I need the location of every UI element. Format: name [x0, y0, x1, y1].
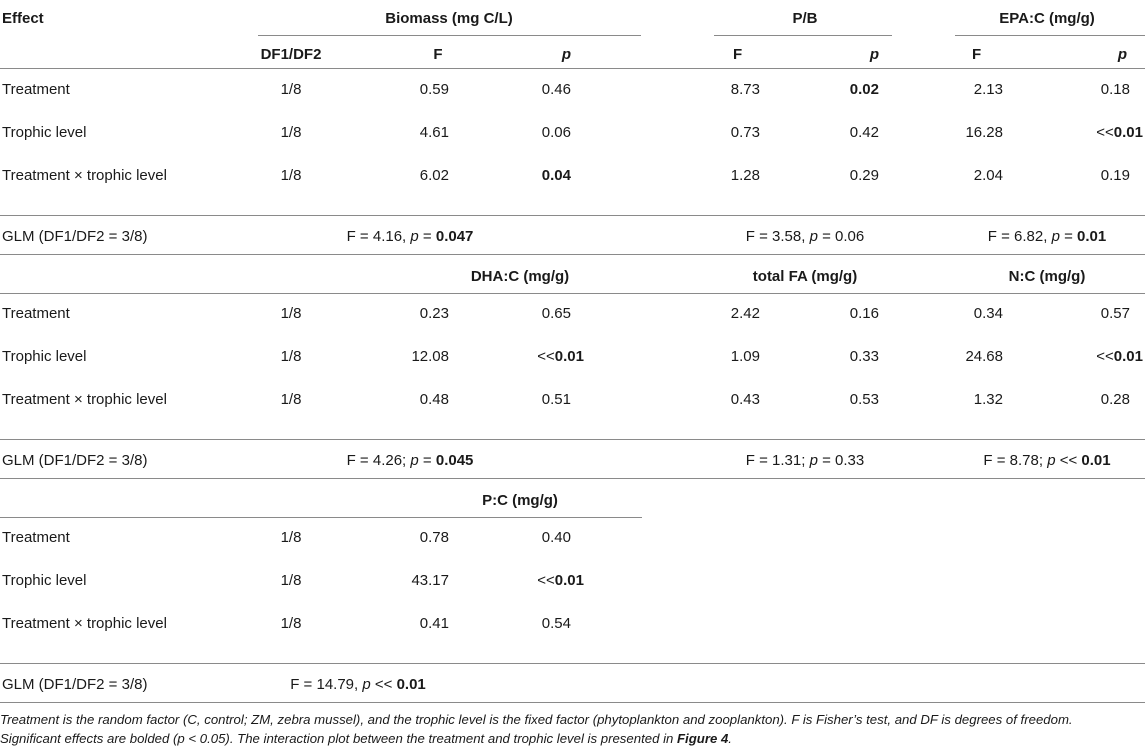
nc-f-cell: 0.34 [973, 305, 1003, 322]
biomass-p-cell: 0.46 [541, 81, 571, 98]
epa-p-cell: 0.19 [1100, 167, 1130, 184]
df-cell: 1/8 [280, 529, 302, 546]
fa-p-cell: 0.16 [849, 305, 879, 322]
row-label: Trophic level [2, 124, 87, 141]
pb-p-cell: 0.29 [849, 167, 879, 184]
biomass-f-cell: 6.02 [419, 167, 449, 184]
fa-f-cell: 1.09 [730, 348, 760, 365]
epa-p-cell: <<0.01 [1096, 124, 1143, 141]
glm-biomass-cell: F = 4.16, p = 0.047 [346, 228, 474, 245]
pc-f-cell: 0.41 [419, 615, 449, 632]
pc-p-cell: 0.54 [541, 615, 571, 632]
header-effect: Effect [2, 10, 44, 27]
pb-p-cell: 0.02 [849, 81, 879, 98]
row-label: Treatment × trophic level [2, 391, 167, 408]
row-label: Treatment [2, 81, 70, 98]
dha-f-cell: 0.48 [419, 391, 449, 408]
rule-header-3 [0, 517, 642, 518]
pb-f-cell: 1.28 [730, 167, 760, 184]
row-label: Trophic level [2, 348, 87, 365]
pb-p-cell: 0.42 [849, 124, 879, 141]
nc-f-cell: 1.32 [973, 391, 1003, 408]
glm-epa-cell: F = 6.82, p = 0.01 [987, 228, 1107, 245]
row-label: Treatment × trophic level [2, 167, 167, 184]
dha-p-cell: 0.51 [541, 391, 571, 408]
rule-glm-3 [0, 663, 1145, 664]
nc-p-cell: 0.28 [1100, 391, 1130, 408]
biomass-f-cell: 4.61 [419, 124, 449, 141]
header-underline-pb [714, 35, 892, 36]
header-dha: DHA:C (mg/g) [470, 268, 570, 285]
glm-pc-cell: F = 14.79, p << 0.01 [290, 676, 426, 693]
nc-p-cell: 0.57 [1100, 305, 1130, 322]
dha-f-cell: 12.08 [411, 348, 449, 365]
df-cell: 1/8 [280, 572, 302, 589]
footnote-line-2: Significant effects are bolded (p < 0.05). The interaction plot between the treatment and trophic level is presented in Figure 4. [0, 731, 732, 746]
fa-f-cell: 0.43 [730, 391, 760, 408]
pc-f-cell: 43.17 [411, 572, 449, 589]
biomass-p-cell: 0.04 [541, 167, 571, 184]
df-cell: 1/8 [280, 391, 302, 408]
rule-section-2 [0, 254, 1145, 255]
nc-p-cell: <<0.01 [1096, 348, 1143, 365]
row-label: Trophic level [2, 572, 87, 589]
glm-dha-cell: F = 4.26; p = 0.045 [346, 452, 474, 469]
fa-p-cell: 0.53 [849, 391, 879, 408]
rule-header-2 [0, 293, 1145, 294]
biomass-f-cell: 0.59 [419, 81, 449, 98]
pc-p-cell: <<0.01 [537, 572, 584, 589]
epa-p-cell: 0.18 [1100, 81, 1130, 98]
df-cell: 1/8 [280, 615, 302, 632]
header-nc: N:C (mg/g) [1008, 268, 1086, 285]
header-epa: EPA:C (mg/g) [999, 10, 1095, 27]
row-label: GLM (DF1/DF2 = 3/8) [2, 452, 148, 469]
table-footnote [0, 710, 1140, 748]
pb-f-cell: 0.73 [730, 124, 760, 141]
figure-reference: Figure 4 [677, 731, 729, 746]
header-pb: P/B [792, 10, 818, 27]
header-pc: P:C (mg/g) [482, 492, 558, 509]
subheader-biomass-p: p [561, 46, 571, 63]
rule-header [0, 68, 1145, 69]
dha-p-cell: 0.65 [541, 305, 571, 322]
biomass-p-cell: 0.06 [541, 124, 571, 141]
header-underline-epa [955, 35, 1145, 36]
header-underline-biomass [258, 35, 641, 36]
header-biomass: Biomass (mg C/L) [385, 10, 513, 27]
epa-f-cell: 2.04 [973, 167, 1003, 184]
glm-nc-cell: F = 8.78; p << 0.01 [983, 452, 1111, 469]
subheader-pb-f: F [733, 46, 743, 63]
epa-f-cell: 2.13 [973, 81, 1003, 98]
row-label: Treatment × trophic level [2, 615, 167, 632]
footnote-line-1: Treatment is the random factor (C, control; ZM, zebra mussel), and the trophic level is the fixed factor (phytoplankton and zooplankton). F is Fisher’s test, and DF is degrees of freedom. [0, 712, 1073, 727]
dha-p-cell: <<0.01 [537, 348, 584, 365]
nc-f-cell: 24.68 [965, 348, 1003, 365]
subheader-df: DF1/DF2 [260, 46, 322, 63]
glm-pb-cell: F = 3.58, p = 0.06 [745, 228, 865, 245]
pc-p-cell: 0.40 [541, 529, 571, 546]
glm-fa-cell: F = 1.31; p = 0.33 [745, 452, 865, 469]
df-cell: 1/8 [280, 81, 302, 98]
subheader-epa-f: F [972, 46, 982, 63]
fa-f-cell: 2.42 [730, 305, 760, 322]
row-label: GLM (DF1/DF2 = 3/8) [2, 676, 148, 693]
rule-section-3 [0, 478, 1145, 479]
epa-f-cell: 16.28 [965, 124, 1003, 141]
subheader-pb-p: p [869, 46, 879, 63]
header-total-fa: total FA (mg/g) [752, 268, 858, 285]
pc-f-cell: 0.78 [419, 529, 449, 546]
df-cell: 1/8 [280, 305, 302, 322]
fa-p-cell: 0.33 [849, 348, 879, 365]
df-cell: 1/8 [280, 124, 302, 141]
row-label: Treatment [2, 305, 70, 322]
row-label: Treatment [2, 529, 70, 546]
rule-glm-1 [0, 215, 1145, 216]
subheader-biomass-f: F [433, 46, 443, 63]
rule-bottom [0, 702, 1145, 703]
subheader-epa-p: p [1117, 46, 1127, 63]
row-label: GLM (DF1/DF2 = 3/8) [2, 228, 148, 245]
df-cell: 1/8 [280, 167, 302, 184]
dha-f-cell: 0.23 [419, 305, 449, 322]
rule-glm-2 [0, 439, 1145, 440]
pb-f-cell: 8.73 [730, 81, 760, 98]
df-cell: 1/8 [280, 348, 302, 365]
